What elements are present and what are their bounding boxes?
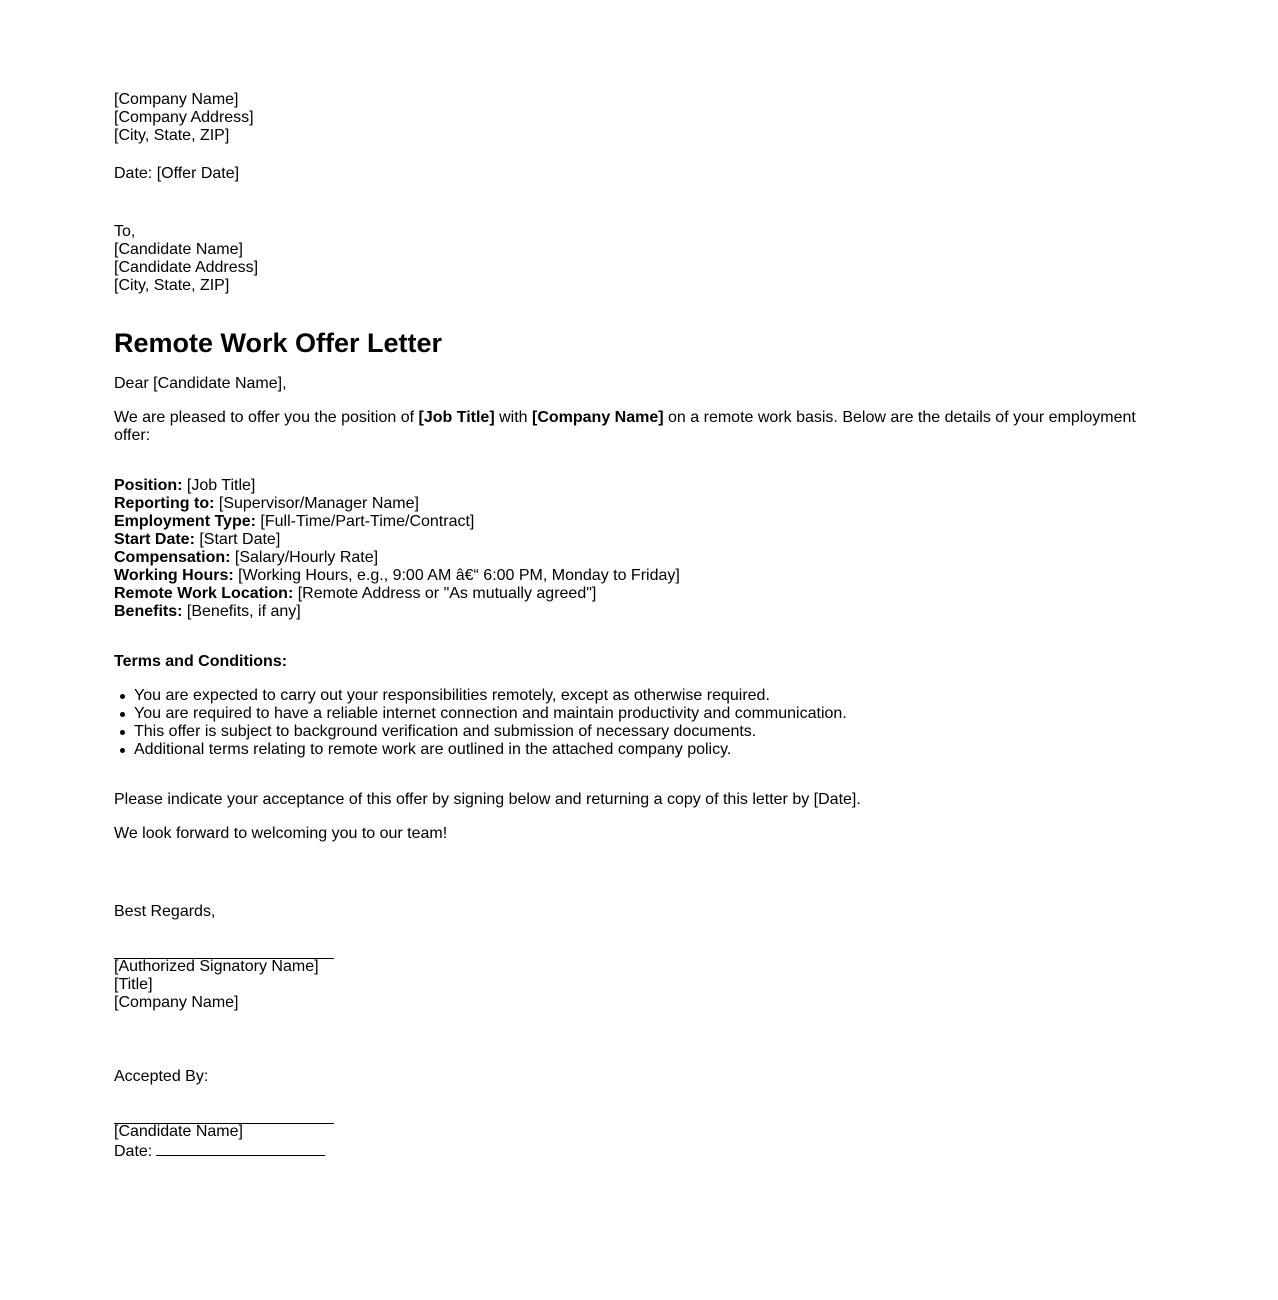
accepted-by-label: Accepted By: — [114, 1068, 209, 1085]
detail-employment-type — [114, 513, 680, 531]
detail-value: [Working Hours, e.g., 9:00 AM â€“ 6:00 PM, Monday to Friday] — [233, 567, 680, 584]
detail-value: [Benefits, if any] — [182, 603, 301, 620]
detail-label: Compensation: — [114, 549, 231, 566]
intro-text-2: with — [494, 409, 532, 426]
document-title: Remote Work Offer Letter — [114, 328, 443, 358]
signatory-company: [Company Name] — [114, 994, 239, 1011]
recipient-city-state-zip: [City, State, ZIP] — [114, 277, 230, 294]
detail-value: [Remote Address or "As mutually agreed"] — [293, 585, 597, 602]
salutation: Dear [Candidate Name], — [114, 375, 287, 392]
detail-reporting-to — [114, 495, 680, 513]
intro-company: [Company Name] — [532, 409, 664, 426]
detail-benefits — [114, 603, 680, 621]
signatory-name: [Authorized Signatory Name] — [114, 958, 319, 975]
detail-label: Reporting to: — [114, 495, 215, 512]
detail-compensation — [114, 549, 680, 567]
terms-item: You are expected to carry out your responsibilities remotely, except as otherwise required. — [114, 687, 847, 705]
detail-label: Position: — [114, 477, 183, 494]
detail-remote-location — [114, 585, 680, 603]
candidate-date-row — [114, 1141, 325, 1161]
candidate-date-label: Date: — [114, 1143, 153, 1160]
signatory-block — [114, 958, 319, 1012]
terms-item: Additional terms relating to remote work are outlined in the attached company policy. — [114, 741, 847, 759]
candidate-date-blank — [156, 1141, 325, 1156]
detail-value: [Full-Time/Part-Time/Contract] — [255, 513, 475, 530]
acceptance-request: Please indicate your acceptance of this offer by signing below and returning a copy of this letter by [Date]. — [114, 791, 861, 808]
offer-details — [114, 477, 680, 621]
detail-label: Employment Type: — [114, 513, 256, 530]
signatory-title: [Title] — [114, 976, 153, 993]
sender-city-state-zip: [City, State, ZIP] — [114, 127, 230, 144]
terms-item: You are required to have a reliable internet connection and maintain productivity and communication. — [114, 705, 847, 723]
detail-label: Working Hours: — [114, 567, 234, 584]
intro-paragraph — [114, 409, 1154, 445]
recipient-address — [114, 223, 258, 295]
terms-list-container — [114, 687, 847, 759]
detail-position — [114, 477, 680, 495]
terms-item: This offer is subject to background verification and submission of necessary documents. — [114, 723, 847, 741]
intro-text-1: We are pleased to offer you the position of — [114, 409, 419, 426]
detail-label: Start Date: — [114, 531, 195, 548]
detail-value: [Start Date] — [194, 531, 281, 548]
closing-line: We look forward to welcoming you to our team! — [114, 825, 448, 842]
detail-label: Remote Work Location: — [114, 585, 294, 602]
detail-label: Benefits: — [114, 603, 183, 620]
recipient-name: [Candidate Name] — [114, 241, 243, 258]
offer-date: Date: [Offer Date] — [114, 165, 240, 182]
detail-value: [Salary/Hourly Rate] — [230, 549, 379, 566]
detail-value: [Job Title] — [182, 477, 256, 494]
sender-address — [114, 91, 254, 145]
detail-value: [Supervisor/Manager Name] — [214, 495, 419, 512]
intro-text-3: on a remote work basis. Below are the details of your employment offer: — [114, 409, 1136, 444]
sender-company-address: [Company Address] — [114, 109, 254, 126]
candidate-sign-block — [114, 1123, 325, 1161]
recipient-to: To, — [114, 223, 136, 240]
detail-working-hours — [114, 567, 680, 585]
regards: Best Regards, — [114, 903, 216, 920]
intro-job-title: [Job Title] — [418, 409, 495, 426]
terms-heading: Terms and Conditions: — [114, 653, 288, 670]
candidate-sign-name: [Candidate Name] — [114, 1123, 243, 1140]
sender-company-name: [Company Name] — [114, 91, 239, 108]
terms-list — [114, 687, 847, 759]
recipient-address-line: [Candidate Address] — [114, 259, 259, 276]
detail-start-date — [114, 531, 680, 549]
